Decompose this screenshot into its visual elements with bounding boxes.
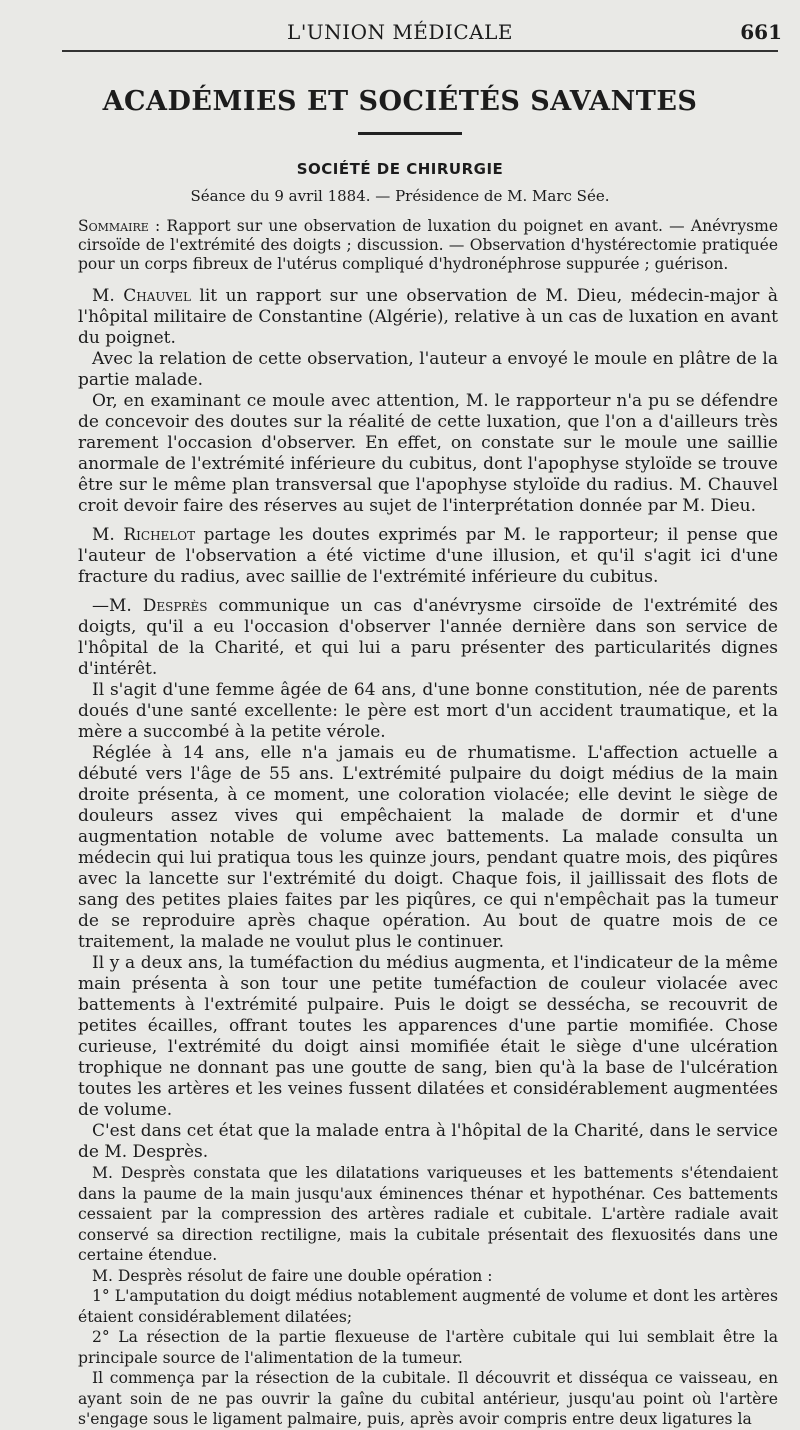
paragraph: Avec la relation de cette observation, l'auteur a envoyé le moule en plâtre de la partie malade. [78,349,778,390]
speaker-name: Richelot [123,525,196,545]
paragraph: Or, en examinant ce moule avec attention, M. le rapporteur n'a pu se défendre de concevoir des doutes sur la réalité de cette luxation, que l'on a d'ailleurs très rarement l'occasion d'observer. En effet, on constate sur le moule une saillie anormale de l'extrémité inférieure du cubitus, dont l'apophyse styloïde se trouve être sur le même plan transversal que l'apophyse styloïde du radius. M. Chauvel croit devoir faire des réserves au sujet de l'interprétation donnée par M. Dieu. [78,391,778,516]
paragraph: 1° L'amputation du doigt médius notablement augmenté de volume et dont les artères étaient considérablement dilatées; [78,1287,778,1326]
article-body [78,286,778,1430]
paragraph-lead: M. [92,286,124,306]
page-number: 661 [740,20,782,44]
section-title: ACADÉMIES ET SOCIÉTÉS SAVANTES [102,86,698,117]
paragraph-text: communique un cas d'anévrysme cirsoïde de l'extrémité des doigts, qu'il a eu l'occasion d'observer l'année dernière dans son service de l'hôpital de la Charité, et qui lui a paru présenter des particularités dignes d'intérêt. [78,596,778,679]
paragraph: 2° La résection de la partie flexueuse de l'artère cubitale qui lui semblait être la principale source de l'alimentation de la tumeur. [78,1328,778,1367]
summary-text: : Rapport sur une observation de luxation du poignet en avant. — Anévrysme cirsoïde de l'extrémité des doigts ; discussion. — Observation d'hystérectomie pratiquée pour un corps fibreux de l'utérus compliqué d'hydronéphrose suppurée ; guérison. [78,217,778,273]
paragraph: Réglée à 14 ans, elle n'a jamais eu de rhumatisme. L'affection actuelle a débuté vers l'âge de 55 ans. L'extrémité pulpaire du doigt médius de la main droite présenta, à ce moment, une coloration violacée; elle devint le siège de douleurs assez vives qui empêchaient la malade de dormir et d'une augmentation notable de volume avec battements. La malade consulta un médecin qui lui pratiqua tous les quinze jours, pendant quatre mois, des piqûres avec la lancette sur l'extrémité du doigt. Chaque fois, il jaillissait des flots de sang des petites plaies faites par les piqûres, ce qui n'empêchait pas la tumeur de se reproduire après chaque opération. Au bout de quatre mois de ce traitement, la malade ne voulut plus le continuer. [78,743,778,952]
summary-label: Sommaire [78,217,149,235]
paragraph: Il y a deux ans, la tuméfaction du médius augmenta, et l'indicateur de la même main présenta à son tour une petite tuméfaction de couleur violacée avec battements à l'extrémité pulpaire. Puis le doigt se dessécha, se recouvrit de petites écailles, offrant toutes les apparences d'une partie momifiée. Chose curieuse, l'extrémité du doigt ainsi momifiée était le siège d'une ulcération trophique ne donnant pas une goutte de sang, bien qu'à la base de l'ulcération toutes les artères et les veines fussent dilatées et considérablement augmentées de volume. [78,953,778,1120]
paragraph-despres [78,596,778,680]
paragraph: Il commença par la résection de la cubitale. Il découvrit et disséqua ce vaisseau, en ayant soin de ne pas ouvrir la gaîne du cubital antérieur, jusqu'au point où l'artère s'engage sous le ligament palmaire, puis, après avoir compris entre deux ligatures la [78,1369,778,1428]
paragraph: Il s'agit d'une femme âgée de 64 ans, d'une bonne constitution, née de parents doués d'une santé excellente: le père est mort d'un accident traumatique, et la mère a succombé à la petite vérole. [78,680,778,742]
summary [78,217,778,274]
paragraph-richelot [78,525,778,588]
paragraph-lead: M. [92,525,124,545]
paragraph-text: lit un rapport sur une observation de M. Dieu, médecin-major à l'hôpital militaire de Constantine (Algérie), relative à un cas de luxation en avant du poignet. [78,286,778,348]
speaker-name: Chauvel [123,286,191,306]
speaker-name: Desprès [142,596,208,616]
title-rule [358,132,462,135]
paragraph: M. Desprès constata que les dilatations variqueuses et les battements s'étendaient dans la paume de la main jusqu'aux éminences thénar et hypothénar. Ces battements cessaient par la compression des artères radiale et cubitale. L'artère radiale avait conservé sa direction rectiligne, mais la cubitale présentait des flexuosités dans une certaine étendue. [78,1164,778,1264]
running-head [0,14,800,44]
society-heading: SOCIÉTÉ DE CHIRURGIE [296,160,504,178]
running-title: L'UNION MÉDICALE [287,20,513,44]
paragraph-text: partage les doutes exprimés par M. le rapporteur; il pense que l'auteur de l'observation a été victime d'une illusion, et qu'il s'agit ici d'une fracture du radius, avec saillie de l'extrémité inférieure du cubitus. [78,525,779,587]
paragraph: C'est dans cet état que la malade entra à l'hôpital de la Charité, dans le service de M. Desprès. [78,1121,778,1162]
paragraph-chauvel [78,286,778,349]
header-rule [62,50,778,52]
paragraph-lead: —M. [92,596,143,616]
session-line: Séance du 9 avril 1884. — Présidence de M. Marc Sée. [190,187,610,205]
paragraph: M. Desprès résolut de faire une double opération : [92,1266,493,1285]
